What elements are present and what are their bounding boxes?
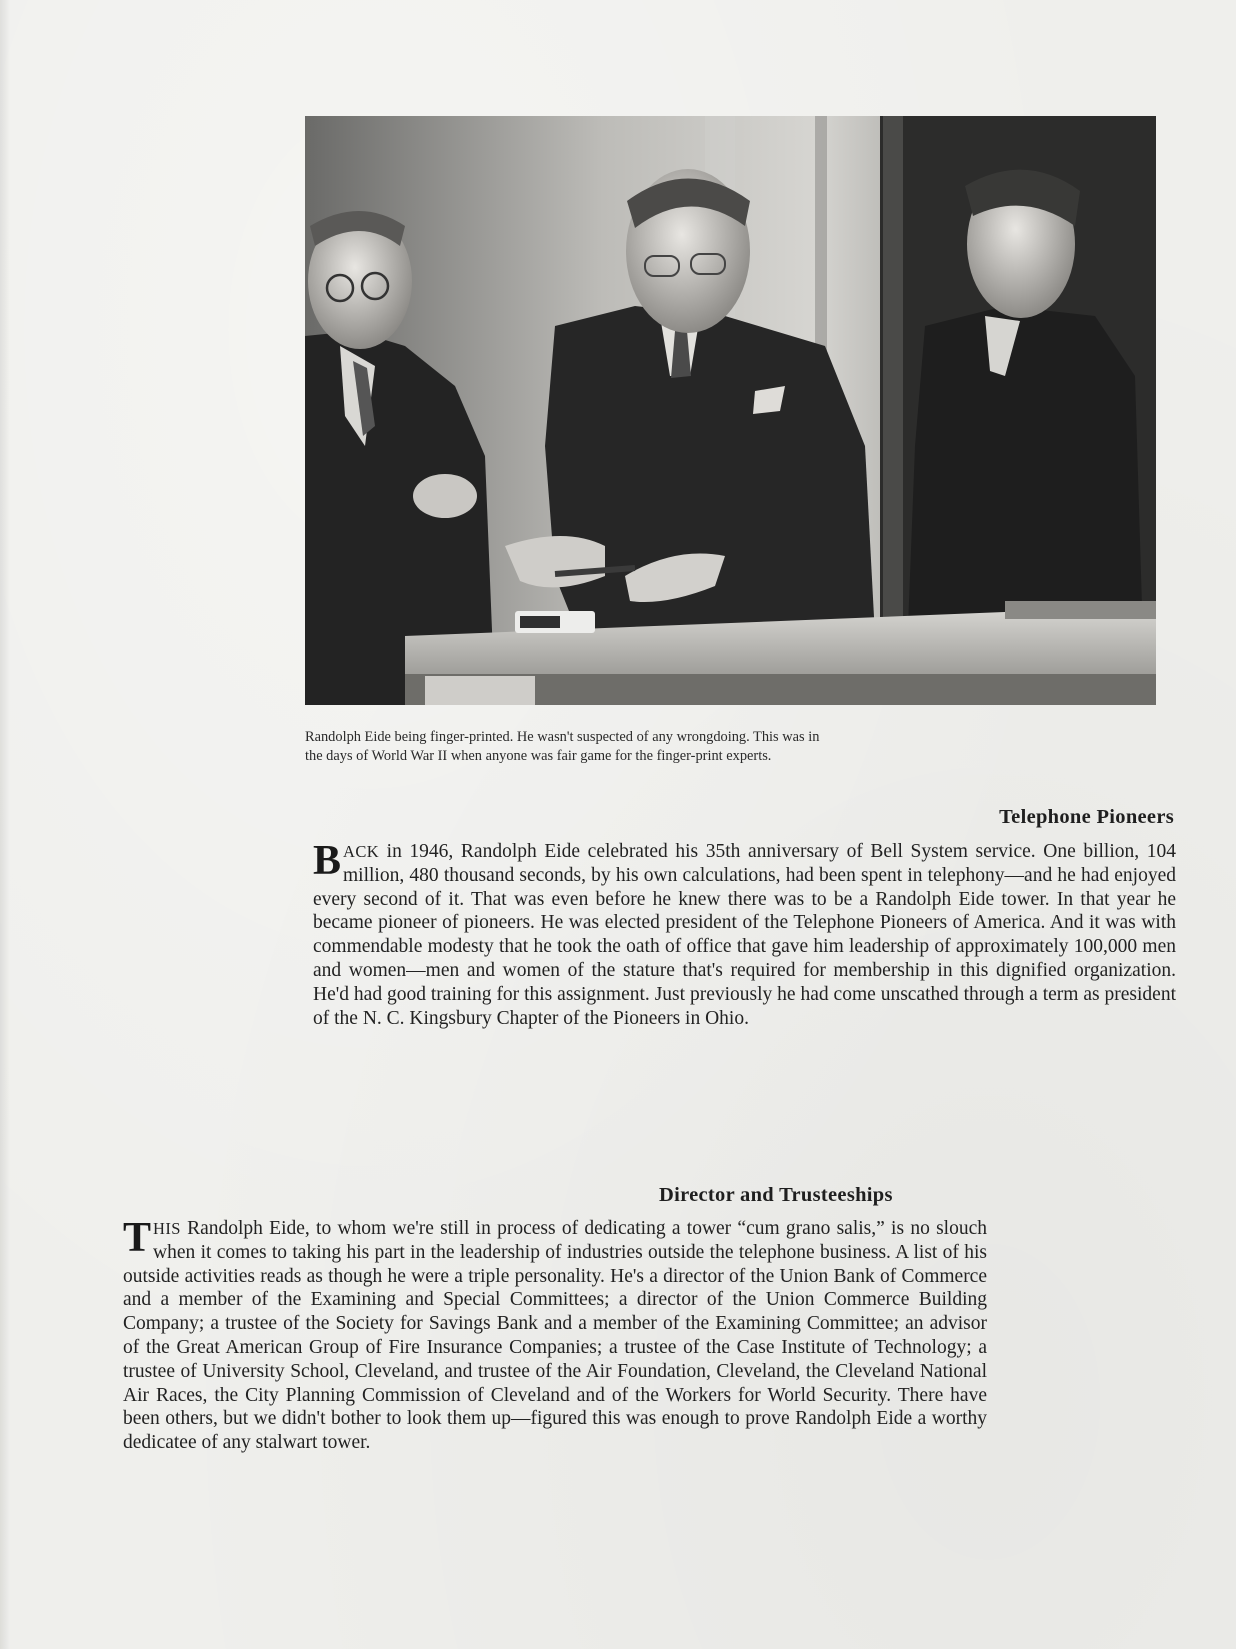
photo-caption: Randolph Eide being finger-printed. He wasn't suspected of any wrongdoing. This was in the days of World War II when anyone was fair game for the finger-print experts. [305,729,820,764]
section-heading-telephone-pioneers: Telephone Pioneers [999,806,1174,828]
paragraph-body: in 1946, Randolph Eide celebrated his 35th anniversary of Bell System service. One billion, 104 million, 480 thousand seconds, by his own calculations, had been spent in telephony—and he had enjoyed every second of it. That was even before he knew there was to be a Randolph Eide tower. In that year he became pioneer of pioneers. He was elected president of the Telephone Pioneers of America. And it was with commendable modesty that he took the oath of office that gave him leadership of approximately 100,000 men and women—men and women of the stature that's required for membership in this dignified organization. He'd had good training for this assignment. Just previously he had come unscathed through a term as president of the N. C. Kingsbury Chapter of the Pioneers in Ohio. [313,841,1176,1029]
paragraph-director-trusteeships [123,1217,987,1455]
lead-word: HIS [153,1219,181,1238]
photograph-illustration [305,116,1156,705]
page-edge-shadow [0,0,10,1649]
drop-cap: T [123,1215,152,1261]
section-heading-director-trusteeships: Director and Trusteeships [659,1184,893,1206]
paragraph-telephone-pioneers [313,840,1176,1030]
lead-word: ACK [343,842,380,861]
drop-cap: B [313,838,342,884]
photograph [305,116,1156,705]
paragraph-body: Randolph Eide, to whom we're still in process of dedicating a tower “cum grano salis,” is no slouch when it comes to taking his part in the leadership of industries outside the telephone business. A list of his outside activities reads as though he were a triple personality. He's a director of the Union Bank of Commerce and a member of the Examining and Special Committees; a director of the Union Commerce Building Company; a trustee of the Society for Savings Bank and a member of the Examining Committee; an advisor of the Great American Group of Fire Insurance Companies; a trustee of the Case Institute of Technology; a trustee of University School, Cleveland, and trustee of the Air Foundation, Cleveland, the Cleveland National Air Races, the City Planning Commission of Cleveland and of the Workers for World Security. There have been others, but we didn't bother to look them up—figured this was enough to prove Randolph Eide a worthy dedicatee of any stalwart tower. [123,1218,987,1454]
